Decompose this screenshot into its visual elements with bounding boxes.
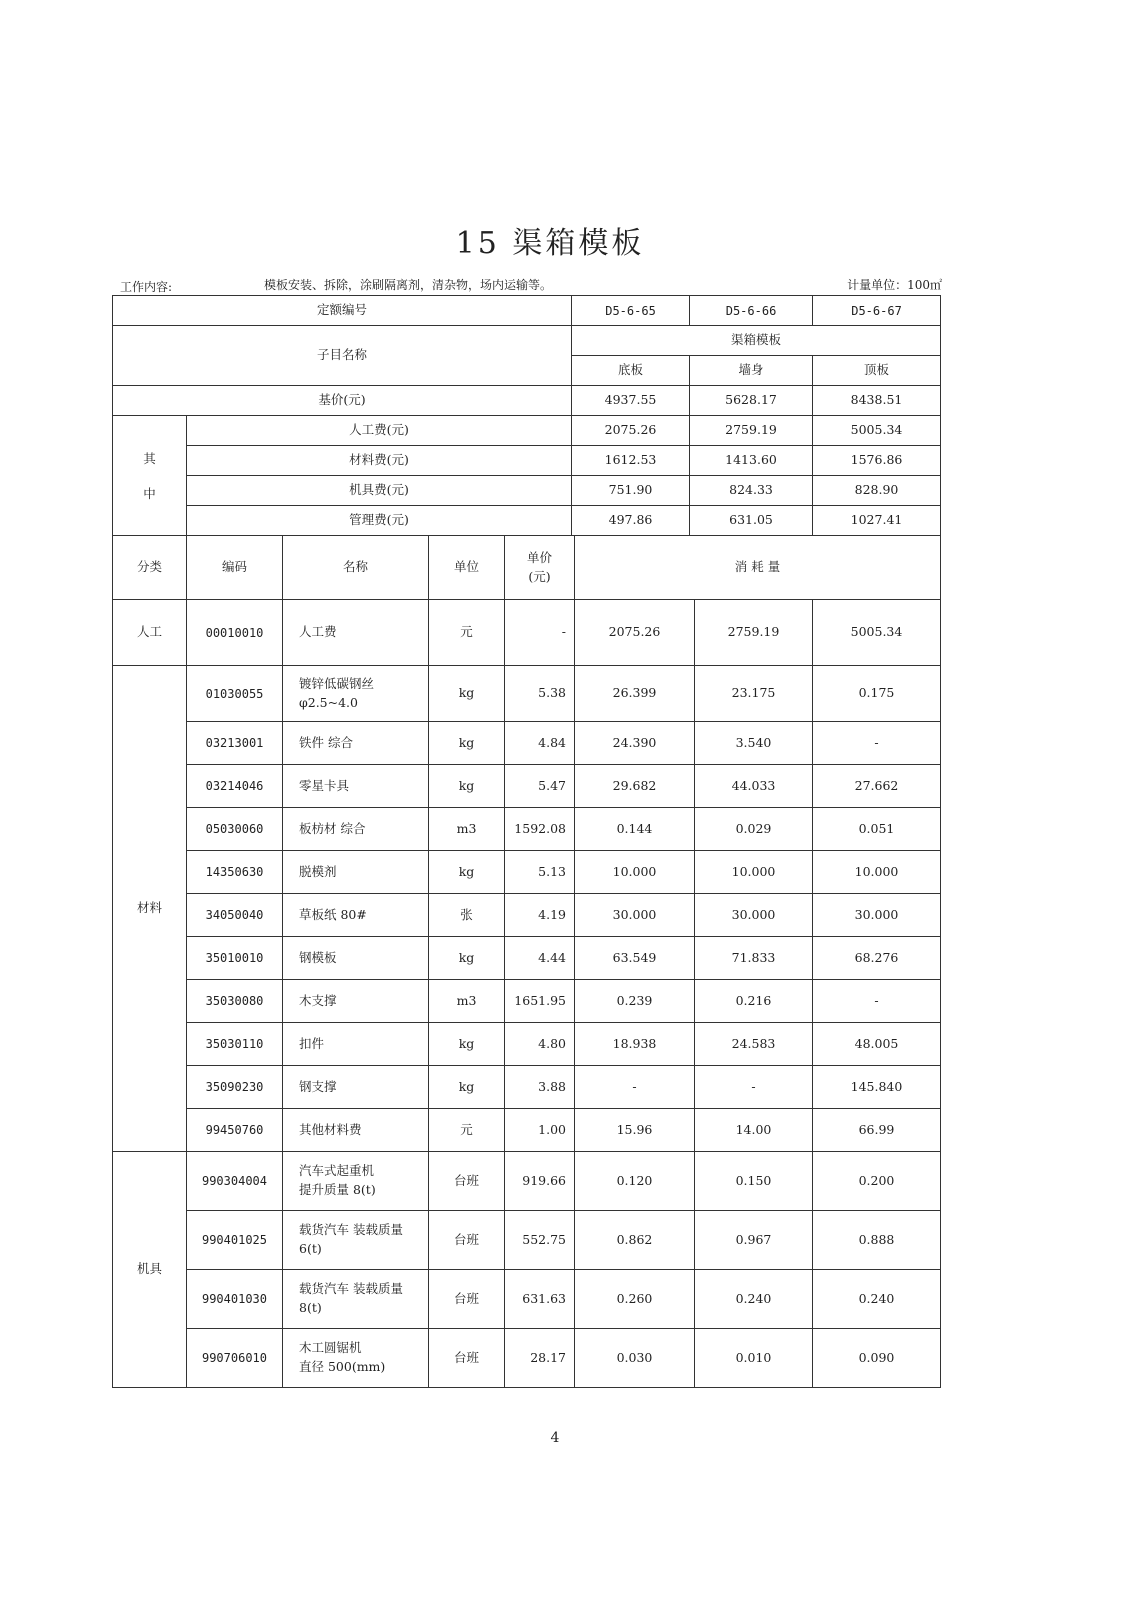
- machine-row: [113, 1329, 941, 1388]
- consumption-value: 0.030: [575, 1329, 695, 1388]
- item-code: 990706010: [187, 1329, 283, 1388]
- quota-code: D5-6-67: [813, 296, 941, 326]
- component-row: [113, 446, 941, 476]
- material-row: [113, 808, 941, 851]
- material-row: [113, 894, 941, 937]
- consumption-table: [112, 535, 941, 1388]
- consumption-value: 0.010: [695, 1329, 813, 1388]
- item-price: -: [505, 600, 575, 666]
- consumption-value: -: [813, 980, 941, 1023]
- base-price-value: 8438.51: [813, 386, 941, 416]
- consumption-value: 0.144: [575, 808, 695, 851]
- consumption-value: 26.399: [575, 666, 695, 722]
- consumption-value: 3.540: [695, 722, 813, 765]
- work-content-line: [112, 276, 942, 294]
- col-price: [505, 536, 575, 600]
- item-name: 草板纸 80#: [283, 894, 429, 937]
- item-name: 木支撑: [283, 980, 429, 1023]
- item-unit: kg: [429, 666, 505, 722]
- item-code: 990304004: [187, 1152, 283, 1211]
- component-value: 1027.41: [813, 506, 941, 536]
- consumption-value: 23.175: [695, 666, 813, 722]
- consumption-value: 10.000: [813, 851, 941, 894]
- component-value: 751.90: [572, 476, 690, 506]
- item-code: 35010010: [187, 937, 283, 980]
- component-value: 497.86: [572, 506, 690, 536]
- item-group-name: 渠箱模板: [572, 326, 941, 356]
- item-unit: 元: [429, 600, 505, 666]
- material-row: [113, 980, 941, 1023]
- category-machines: 机具: [113, 1152, 187, 1388]
- quota-code: D5-6-65: [572, 296, 690, 326]
- component-value: 824.33: [690, 476, 813, 506]
- consumption-value: 24.583: [695, 1023, 813, 1066]
- consumption-value: 68.276: [813, 937, 941, 980]
- consumption-value: 63.549: [575, 937, 695, 980]
- category-labor: 人工: [113, 600, 187, 666]
- item-code: 00010010: [187, 600, 283, 666]
- consumption-value: 0.175: [813, 666, 941, 722]
- consumption-value: -: [575, 1066, 695, 1109]
- consumption-value: 0.862: [575, 1211, 695, 1270]
- item-code: 03214046: [187, 765, 283, 808]
- machine-row: [113, 1211, 941, 1270]
- quota-code: D5-6-66: [690, 296, 813, 326]
- item-code: 05030060: [187, 808, 283, 851]
- item-unit: m3: [429, 980, 505, 1023]
- page-number: 4: [550, 1430, 560, 1446]
- consumption-value: 145.840: [813, 1066, 941, 1109]
- item-name-line1: 载货汽车 装载质量: [299, 1222, 403, 1238]
- item-code: 99450760: [187, 1109, 283, 1152]
- work-content-text: 模板安装、拆除，涂刷隔离剂，清杂物，场内运输等。: [264, 278, 553, 292]
- qizhong-label: [113, 416, 187, 536]
- material-row: [113, 1023, 941, 1066]
- machine-row: [113, 1152, 941, 1211]
- consumption-value: 0.216: [695, 980, 813, 1023]
- item-unit: kg: [429, 851, 505, 894]
- item-name: [283, 666, 429, 722]
- consumption-value: 0.260: [575, 1270, 695, 1329]
- material-row: [113, 1109, 941, 1152]
- item-name-line1: 汽车式起重机: [299, 1163, 375, 1179]
- item-code: 34050040: [187, 894, 283, 937]
- consumption-value: 2075.26: [575, 600, 695, 666]
- col-price-line1: 单价: [526, 549, 552, 565]
- qizhong-char: 中: [143, 485, 156, 501]
- item-price: 1651.95: [505, 980, 575, 1023]
- component-label: 人工费(元): [187, 416, 572, 446]
- component-label: 材料费(元): [187, 446, 572, 476]
- item-name: [283, 1329, 429, 1388]
- item-price: 28.17: [505, 1329, 575, 1388]
- consumption-value: 30.000: [575, 894, 695, 937]
- component-value: 1413.60: [690, 446, 813, 476]
- consumption-value: 48.005: [813, 1023, 941, 1066]
- item-price: 4.80: [505, 1023, 575, 1066]
- consumption-value: 0.200: [813, 1152, 941, 1211]
- consumption-value: 66.99: [813, 1109, 941, 1152]
- consumption-value: -: [813, 722, 941, 765]
- consumption-value: 0.888: [813, 1211, 941, 1270]
- material-row: [113, 722, 941, 765]
- item-code: 14350630: [187, 851, 283, 894]
- consumption-value: -: [695, 1066, 813, 1109]
- item-name: [283, 1152, 429, 1211]
- consumption-value: 15.96: [575, 1109, 695, 1152]
- item-unit: 台班: [429, 1329, 505, 1388]
- material-row: [113, 937, 941, 980]
- component-value: 1612.53: [572, 446, 690, 476]
- consumption-value: 30.000: [813, 894, 941, 937]
- item-subname: 底板: [572, 356, 690, 386]
- item-unit: kg: [429, 1023, 505, 1066]
- item-name-line2: φ2.5~4.0: [299, 694, 358, 710]
- item-price: 919.66: [505, 1152, 575, 1211]
- item-price: 5.38: [505, 666, 575, 722]
- item-unit: kg: [429, 1066, 505, 1109]
- category-materials: 材料: [113, 666, 187, 1152]
- item-price: 5.47: [505, 765, 575, 808]
- component-row: [113, 416, 941, 446]
- item-name: 脱模剂: [283, 851, 429, 894]
- item-name-line2: 6(t): [299, 1241, 322, 1256]
- item-price: 552.75: [505, 1211, 575, 1270]
- item-code: 03213001: [187, 722, 283, 765]
- consumption-value: 10.000: [695, 851, 813, 894]
- item-name-line1: 载货汽车 装载质量: [299, 1281, 403, 1297]
- item-unit: kg: [429, 722, 505, 765]
- item-price: 1592.08: [505, 808, 575, 851]
- item-name: 其他材料费: [283, 1109, 429, 1152]
- item-code: 35030080: [187, 980, 283, 1023]
- base-price-label: 基价(元): [113, 386, 572, 416]
- item-name-line2: 直径 500(mm): [299, 1359, 386, 1374]
- col-consumption: 消 耗 量: [575, 536, 941, 600]
- consumption-value: 5005.34: [813, 600, 941, 666]
- component-label: 机具费(元): [187, 476, 572, 506]
- item-price: 5.13: [505, 851, 575, 894]
- component-value: 5005.34: [813, 416, 941, 446]
- consumption-value: 0.090: [813, 1329, 941, 1388]
- item-name: 板枋材 综合: [283, 808, 429, 851]
- component-row: [113, 506, 941, 536]
- item-unit: 台班: [429, 1270, 505, 1329]
- item-name: 铁件 综合: [283, 722, 429, 765]
- component-value: 2759.19: [690, 416, 813, 446]
- item-unit: kg: [429, 765, 505, 808]
- material-row: [113, 1066, 941, 1109]
- consumption-value: 0.240: [813, 1270, 941, 1329]
- consumption-value: 0.029: [695, 808, 813, 851]
- item-subname: 顶板: [813, 356, 941, 386]
- work-content-label: 工作内容:: [120, 280, 173, 294]
- component-row: [113, 476, 941, 506]
- consumption-value: 0.967: [695, 1211, 813, 1270]
- item-unit: 台班: [429, 1152, 505, 1211]
- col-unit: 单位: [429, 536, 505, 600]
- consumption-value: 30.000: [695, 894, 813, 937]
- item-unit: 元: [429, 1109, 505, 1152]
- component-value: 2075.26: [572, 416, 690, 446]
- material-row: [113, 851, 941, 894]
- item-code: 35030110: [187, 1023, 283, 1066]
- consumption-value: 18.938: [575, 1023, 695, 1066]
- item-unit: 台班: [429, 1211, 505, 1270]
- col-category: 分类: [113, 536, 187, 600]
- page-title: 15 渠箱模板: [455, 226, 645, 261]
- item-unit: m3: [429, 808, 505, 851]
- consumption-value: 29.682: [575, 765, 695, 808]
- machine-row: [113, 1270, 941, 1329]
- item-unit: 张: [429, 894, 505, 937]
- item-name-line2: 提升质量 8(t): [299, 1182, 376, 1197]
- item-price: 4.19: [505, 894, 575, 937]
- component-value: 1576.86: [813, 446, 941, 476]
- quota-header-table: [112, 295, 941, 536]
- quota-code-row: [113, 296, 941, 326]
- base-price-row: [113, 386, 941, 416]
- column-header-row: [113, 536, 941, 600]
- component-value: 828.90: [813, 476, 941, 506]
- item-name: [283, 1211, 429, 1270]
- item-name-label: 子目名称: [113, 326, 572, 386]
- item-name-line1: 木工圆锯机: [299, 1340, 362, 1356]
- consumption-value: 44.033: [695, 765, 813, 808]
- item-price: 3.88: [505, 1066, 575, 1109]
- item-subname: 墙身: [690, 356, 813, 386]
- col-name: 名称: [283, 536, 429, 600]
- component-label: 管理费(元): [187, 506, 572, 536]
- base-price-value: 4937.55: [572, 386, 690, 416]
- consumption-value: 0.120: [575, 1152, 695, 1211]
- component-value: 631.05: [690, 506, 813, 536]
- item-price: 631.63: [505, 1270, 575, 1329]
- consumption-value: 0.051: [813, 808, 941, 851]
- material-row: [113, 765, 941, 808]
- consumption-value: 0.239: [575, 980, 695, 1023]
- item-name: 扣件: [283, 1023, 429, 1066]
- item-name-line1: 镀锌低碳钢丝: [299, 675, 375, 691]
- quota-code-label: 定额编号: [113, 296, 572, 326]
- item-code: 35090230: [187, 1066, 283, 1109]
- item-name: 零星卡具: [283, 765, 429, 808]
- item-code: 990401030: [187, 1270, 283, 1329]
- consumption-value: 27.662: [813, 765, 941, 808]
- item-name: 钢支撑: [283, 1066, 429, 1109]
- labor-row: [113, 600, 941, 666]
- item-name: 钢模板: [283, 937, 429, 980]
- item-group-row: [113, 326, 941, 356]
- measurement-unit: 计量单位：100㎡: [847, 278, 942, 292]
- qizhong-char: 其: [143, 450, 156, 466]
- consumption-value: 14.00: [695, 1109, 813, 1152]
- material-row: [113, 666, 941, 722]
- item-name: 人工费: [283, 600, 429, 666]
- consumption-value: 0.150: [695, 1152, 813, 1211]
- col-price-line2: (元): [528, 568, 551, 584]
- consumption-value: 24.390: [575, 722, 695, 765]
- item-code: 990401025: [187, 1211, 283, 1270]
- item-name-line2: 8(t): [299, 1300, 322, 1315]
- item-price: 4.44: [505, 937, 575, 980]
- consumption-value: 2759.19: [695, 600, 813, 666]
- item-name: [283, 1270, 429, 1329]
- consumption-value: 0.240: [695, 1270, 813, 1329]
- item-price: 4.84: [505, 722, 575, 765]
- item-code: 01030055: [187, 666, 283, 722]
- item-price: 1.00: [505, 1109, 575, 1152]
- consumption-value: 71.833: [695, 937, 813, 980]
- consumption-value: 10.000: [575, 851, 695, 894]
- col-code: 编码: [187, 536, 283, 600]
- item-unit: kg: [429, 937, 505, 980]
- base-price-value: 5628.17: [690, 386, 813, 416]
